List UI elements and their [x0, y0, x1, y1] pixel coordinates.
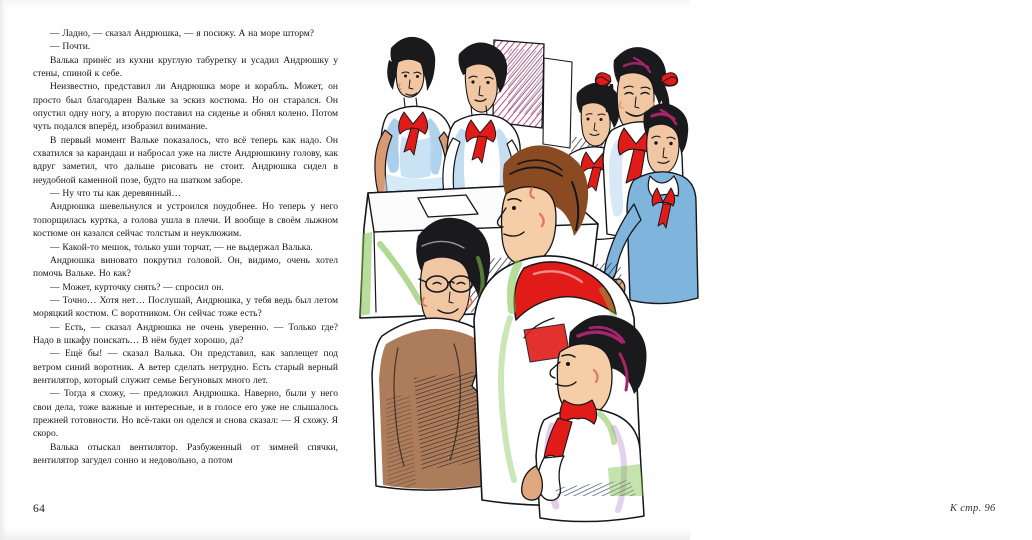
text-paragraph: — Ещё бы! — сказал Валька. Он представил, как заплещет под ветром синий воротник. А ветер сделать нетрудно. Есть старый верный вентилятор, который служит семье Бегуновых много лет. — [33, 348, 338, 386]
text-paragraph: — Есть, — сказал Андрюшка не очень уверенно. — Только где? Надо в шкафу поискать… В нём будет хорошо, да? — [33, 321, 338, 346]
text-paragraph: Андрюшка шевельнулся и устроился поудобнее. Но теперь у него топорщилась куртка, а голова ушла в плечи. И вообще в своём лыжном костюме он казался сейчас толстым и неуклюжим. — [33, 201, 338, 240]
page-number: 64 — [33, 503, 46, 515]
illustration-caption: К стр. 96 — [950, 503, 996, 514]
text-paragraph: — Ладно, — сказал Андрюшка, — я посижу. А на море шторм? — [50, 28, 314, 39]
text-paragraph: — Точно… Хотя нет… Послушай, Андрюшка, у тебя ведь был летом моряцкий костюм. С воротником. Он сейчас тоже есть? — [33, 294, 338, 320]
text-paragraph: — Почти. — [50, 41, 91, 53]
text-paragraph: — Ну что ты как деревянный… — [50, 188, 181, 200]
text-paragraph: Андрюшка виновато покрутил головой. Он, видимо, очень хотел помочь Вальке. Но как? — [33, 254, 338, 280]
text-paragraph: — Тогда я схожу, — предложил Андрюшка. Наверно, были у него свои дела, тоже важные и интересные, и в голосе его уже не слышалось прежней готовности. Но всё-таки он оделся и снова сказал: — Я схожу. Я скоро. — [33, 388, 338, 440]
text-paragraph: — Какой-то мешок, только уши торчат, — не выдержал Валька. — [50, 241, 313, 253]
hair-bow-left — [595, 73, 611, 86]
right-page — [350, 0, 996, 540]
body-text-column — [33, 27, 338, 467]
text-paragraph: Валька отыскал вентилятор. Разбуженный от зимней спячки, вентилятор загудел сонно и недовольно, а потом — [33, 441, 338, 466]
illustration — [358, 18, 688, 496]
text-paragraph: Валька принёс из кухни круглую табуретку и усадил Андрюшку у стены, спиной к себе. — [33, 54, 338, 80]
text-paragraph: Неизвестно, представил ли Андрюшка море и корабль. Может, он просто был благодарен Вальке за эскиз костюма. Но он старался. Он опустил одну ногу, а вторую поставил на сиденье и обнял колено. Потом чуть подался вперёд, изобразил внимание. — [33, 81, 338, 133]
text-paragraph: — Может, курточку снять? — спросил он. — [50, 281, 224, 293]
left-page — [0, 0, 350, 540]
text-paragraph: В первый момент Вальке показалось, что всё теперь как надо. Он схватился за карандаш и набросал уже на листе Андрюшкину голову, как вдруг заметил, что дальше рисовать не стоит. Андрюшка сидел в неудобной каменной позе, будто на шатком заборе. — [33, 134, 338, 186]
